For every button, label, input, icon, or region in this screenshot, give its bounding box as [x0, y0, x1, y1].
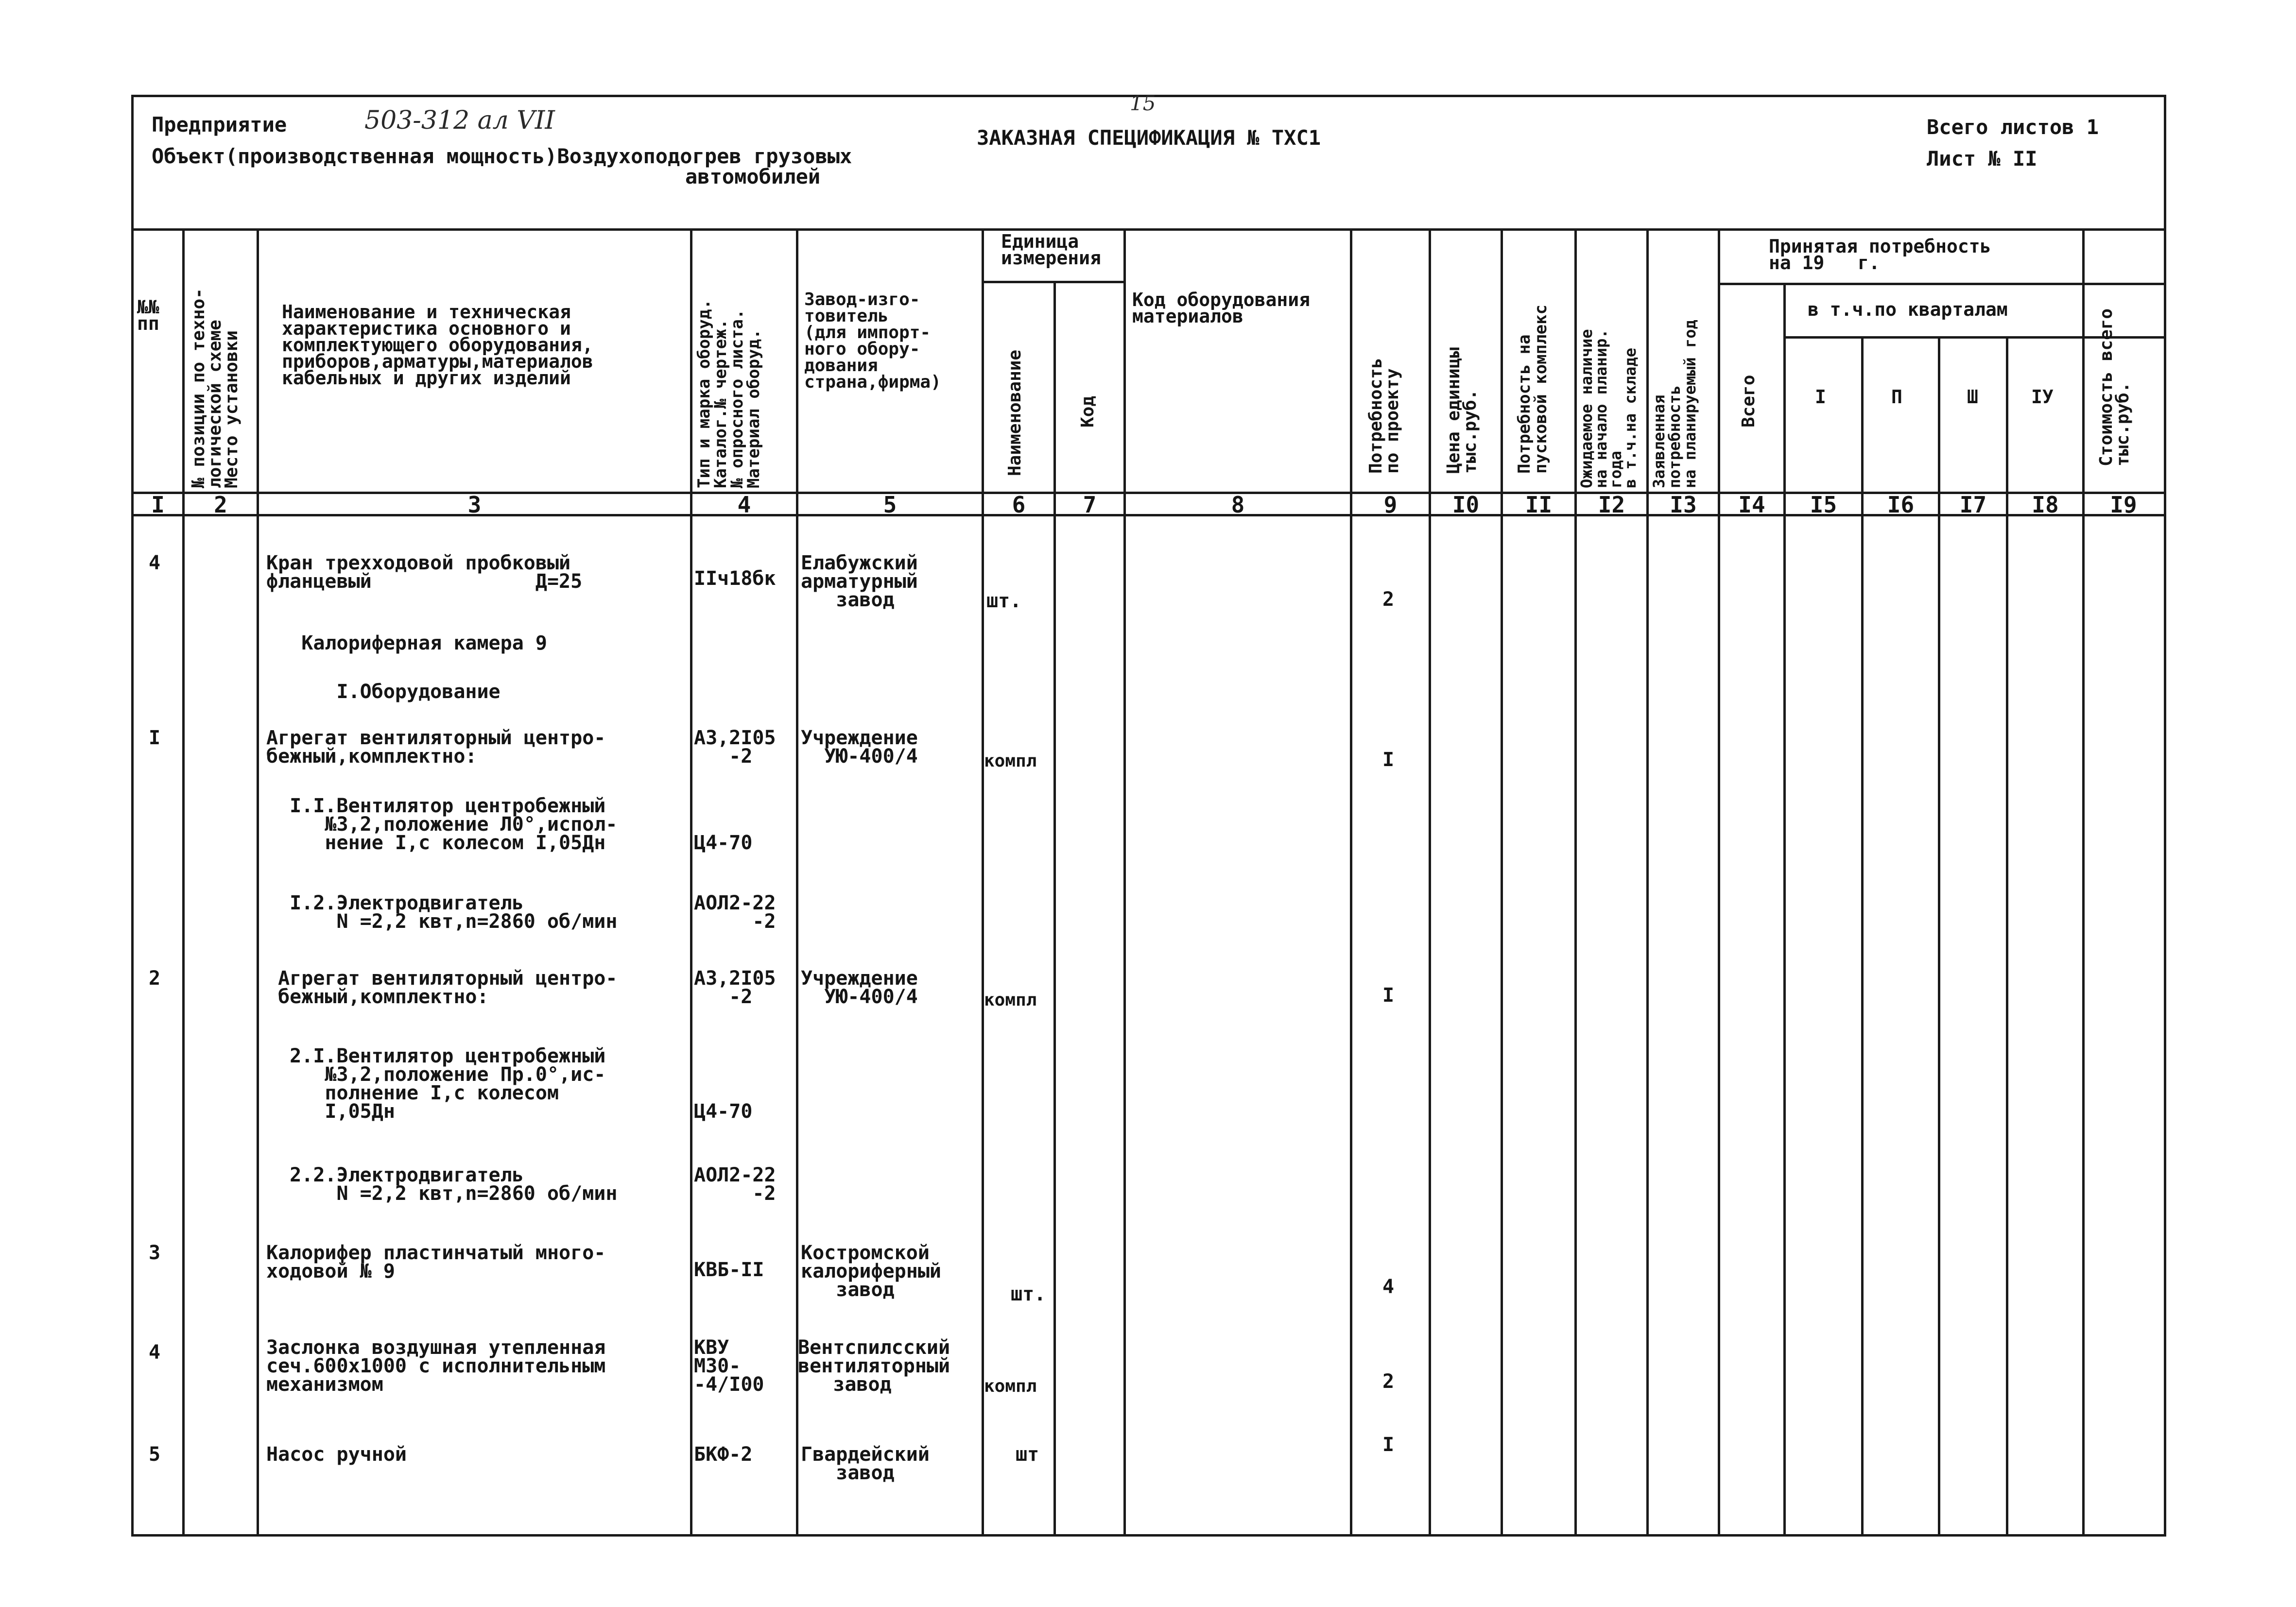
col-number: I8: [2032, 492, 2059, 518]
col-header-7: Код: [1078, 395, 1098, 427]
col-header-19: Стоимость всего тыс.руб.: [2096, 308, 2133, 466]
col-line: [1053, 281, 1056, 1537]
item-type: IIч18бк: [694, 567, 776, 590]
col-number: I0: [1452, 492, 1480, 518]
item-type: КВУ М30- -4/I00: [694, 1336, 764, 1396]
section-title: Калориферная камера 9: [266, 632, 547, 654]
item-type: КВБ-II: [694, 1259, 764, 1281]
item-type: А3,2I05 -2: [694, 727, 776, 768]
row-number: 2: [149, 967, 161, 990]
object-line-1: Объект(производственная мощность)Воздухоподогрев грузовых: [152, 144, 852, 168]
item-name: Заслонка воздушная утепленная сеч.600х1000 с исполнительным механизмом: [266, 1336, 606, 1396]
row-number: I: [149, 727, 161, 749]
item-maker: Вентспилсский вентиляторный завод: [798, 1336, 950, 1396]
header-divider: [131, 228, 2166, 231]
item-unit: компл: [984, 751, 1037, 771]
col-header-18: IУ: [2031, 386, 2054, 408]
item-maker: Учреждение УЮ-400/4: [801, 727, 918, 768]
col-header-16: П: [1891, 386, 1902, 408]
item-name: Агрегат вентиляторный центро- бежный,комплектно:: [278, 967, 618, 1008]
col-header-2: № позиции по техно- логической схеме Место установки: [189, 288, 242, 488]
col-header-9: Потребность по проекту: [1366, 358, 1402, 474]
item-type: АОЛ2-22 -2: [694, 1164, 776, 1205]
col-number: I2: [1598, 492, 1625, 518]
item-qty: 2: [1382, 1370, 1395, 1393]
col-number: 4: [737, 492, 751, 518]
item-unit: шт: [1016, 1443, 1039, 1466]
col-header-5: Завод-изго- товитель (для импорт- ного обору- дования страна,фирма): [804, 290, 941, 392]
col-line: [982, 228, 984, 1537]
document-title: ЗАКАЗНАЯ СПЕЦИФИКАЦИЯ № ТХС1: [977, 126, 1321, 150]
item-name: Кран трехходовой пробковый фланцевый Д=25: [266, 552, 583, 593]
col-line: [1429, 228, 1431, 1537]
col-number: 2: [214, 492, 227, 518]
item-type: Ц4-70: [694, 1100, 753, 1123]
col-header-17: Ш: [1967, 386, 1978, 408]
col-number: I5: [1810, 492, 1837, 518]
section-subtitle: I.Оборудование: [266, 681, 501, 703]
col-line: [1574, 228, 1577, 1537]
col-number: II: [1525, 492, 1553, 518]
row-number: 3: [149, 1242, 161, 1264]
handwritten-code: 503-312 ал VII: [364, 106, 555, 135]
item-name: 2.I.Вентилятор центробежный №3,2,положение Пр.0°,ис- полнение I,с колесом I,05Дн: [290, 1045, 606, 1123]
object-line-2: автомобилей: [685, 165, 821, 188]
col-number: I3: [1670, 492, 1697, 518]
col-number: 8: [1231, 492, 1245, 518]
item-type: Ц4-70: [694, 832, 753, 854]
item-qty: 2: [1382, 588, 1395, 611]
item-name: Насос ручной: [266, 1443, 407, 1466]
col-line: [1501, 228, 1503, 1537]
item-maker: Учреждение УЮ-400/4: [801, 967, 918, 1008]
col-line: [1718, 228, 1720, 1537]
col-header-11: Потребность на пусковой комплекс: [1515, 305, 1551, 474]
col-header-3: Наименование и техническая характеристика основного и комплектующего оборудования, приборов,арматуры,материалов кабельных и других изделий: [282, 301, 593, 389]
col-line: [1646, 228, 1649, 1537]
col-header-4: Тип и марка оборуд. Каталог.№ чертеж. № опросного листа. Материал оборуд.: [694, 299, 763, 488]
col-line: [182, 228, 185, 1537]
row-number: 5: [149, 1443, 161, 1466]
item-qty: I: [1382, 749, 1395, 771]
item-name: Калорифер пластинчатый много- ходовой № 9: [266, 1242, 606, 1282]
item-name: Агрегат вентиляторный центро- бежный,комплектно:: [266, 727, 606, 768]
unit-group-divider: [982, 281, 1123, 283]
col-number: 6: [1012, 492, 1026, 518]
col-header-8: Код оборудования материалов: [1132, 289, 1311, 327]
col-line: [257, 228, 259, 1537]
item-maker: Гвардейский завод: [801, 1443, 930, 1484]
item-qty: I: [1382, 984, 1395, 1007]
total-sheets: Всего листов 1: [1927, 115, 2099, 139]
item-unit: шт.: [986, 590, 1022, 612]
item-type: БКФ-2: [694, 1443, 753, 1466]
col-header-1: №№ пп: [137, 296, 159, 334]
item-qty: 4: [1382, 1276, 1395, 1298]
sheet-number: Лист № II: [1927, 147, 2037, 171]
accepted-group-header: Принятая потребность на 19 г.: [1769, 236, 1991, 274]
col-line: [690, 228, 692, 1537]
col-header-12: Ожидаемое наличие на начало планир. года в т.ч.на складе: [1577, 329, 1640, 488]
col-line: [1350, 228, 1352, 1537]
col-number: I4: [1738, 492, 1765, 518]
row-number: 4: [149, 1341, 161, 1364]
col-number: I7: [1959, 492, 1987, 518]
item-qty: I: [1382, 1434, 1395, 1456]
page-mark: 15: [1130, 91, 1156, 115]
item-type: А3,2I05 -2: [694, 967, 776, 1008]
col-header-13: Заявленная потребность на планируемый год: [1650, 320, 1699, 488]
unit-group-header: Единица измерения: [1001, 231, 1101, 269]
col-header-10: Цена единицы тыс.руб.: [1444, 347, 1480, 474]
col-number: I6: [1887, 492, 1915, 518]
item-name: 2.2.Электродвигатель N =2,2 квт,n=2860 об/мин: [290, 1164, 618, 1205]
col-number: 9: [1383, 492, 1398, 518]
enterprise-label: Предприятие: [152, 113, 287, 137]
col-number: 5: [883, 492, 897, 518]
col-line: [2082, 228, 2085, 1537]
item-maker: Костромской калориферный завод: [801, 1242, 941, 1301]
item-unit: компл: [984, 990, 1037, 1010]
col-number: I9: [2110, 492, 2137, 518]
item-type: АОЛ2-22 -2: [694, 892, 776, 933]
col-line: [1783, 283, 1786, 1537]
item-unit: компл: [984, 1376, 1037, 1396]
col-number: 3: [467, 492, 482, 518]
col-header-6: Наименование: [1005, 349, 1025, 476]
item-name: I.2.Электродвигатель N =2,2 квт,n=2860 об/мин: [290, 892, 618, 933]
col-header-14: Всего: [1739, 375, 1759, 427]
item-maker: Елабужский арматурный завод: [801, 552, 918, 611]
col-header-15: I: [1815, 386, 1826, 408]
item-name: I.I.Вентилятор центробежный №3,2,положение Л0°,испол- нение I,с колесом I,05Дн: [290, 795, 618, 854]
item-unit: шт.: [1011, 1283, 1046, 1305]
col-number: 7: [1083, 492, 1097, 518]
row-number: 4: [149, 552, 161, 574]
col-line: [1123, 228, 1126, 1537]
col-number: I: [151, 492, 165, 518]
quarters-group-header: в т.ч.по кварталам: [1808, 299, 2008, 320]
